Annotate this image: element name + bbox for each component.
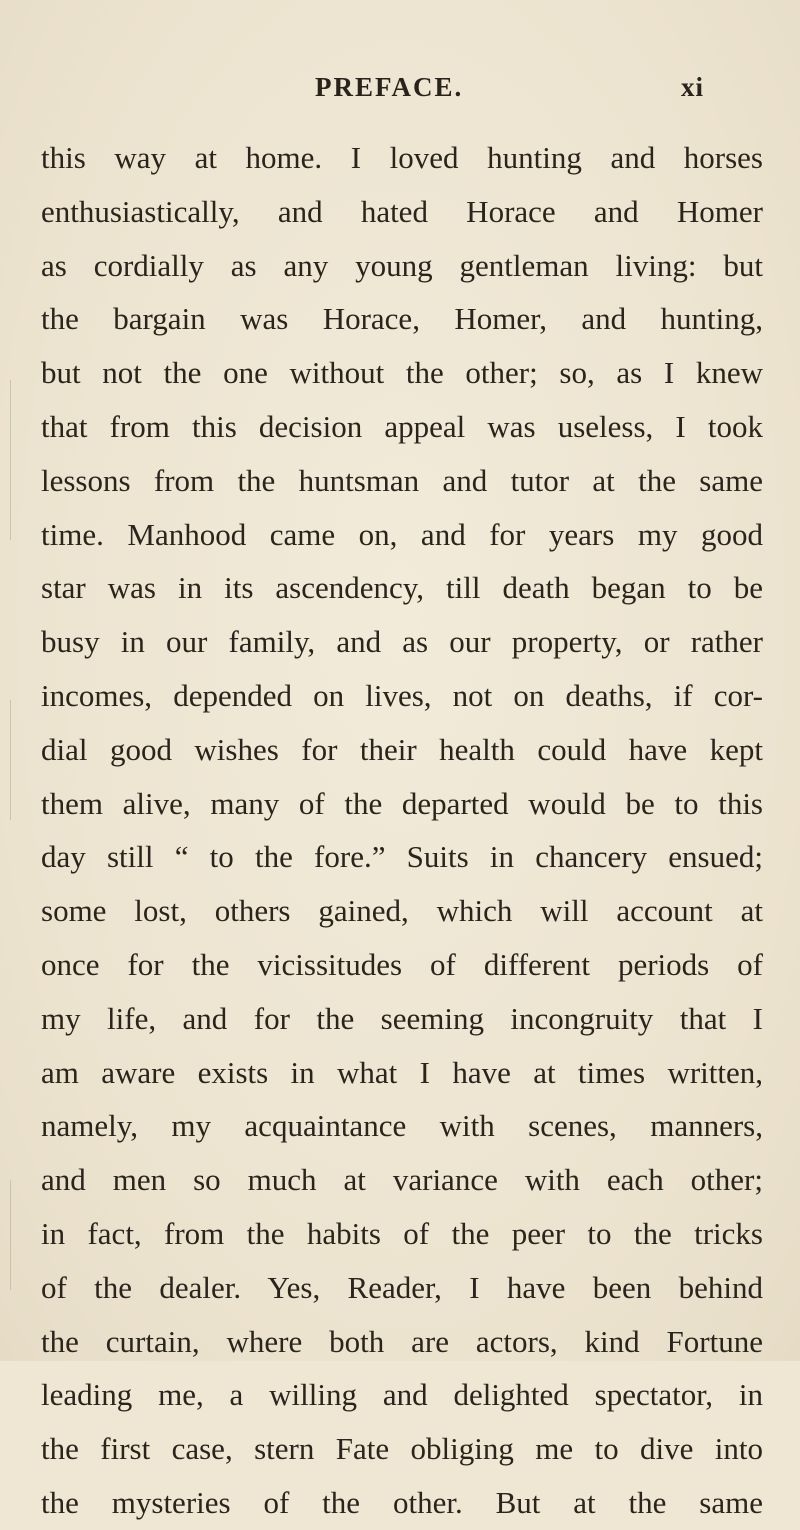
text-line: enthusiastically, and hated Horace and Homer: [41, 193, 763, 229]
text-line: some lost, others gained, which will account at: [41, 893, 763, 929]
text-line: the first case, stern Fate obliging me to dive into: [41, 1431, 763, 1467]
page-number: xi: [681, 72, 705, 102]
text-line: the mysteries of the other. But at the same: [41, 1484, 763, 1520]
text-line: busy in our family, and as our property, or rather: [41, 624, 763, 660]
text-line: as cordially as any young gentleman living: but: [41, 247, 763, 283]
text-line: leading me, a willing and delighted spectator, in: [41, 1377, 763, 1413]
text-line: time. Manhood came on, and for years my good: [41, 516, 763, 552]
text-line: incomes, depended on lives, not on deaths, if cor-: [41, 677, 763, 713]
text-line: dial good wishes for their health could have kept: [41, 731, 763, 767]
text-line: the bargain was Horace, Homer, and hunting,: [41, 301, 763, 337]
text-line: and men so much at variance with each other;: [41, 1162, 763, 1198]
text-line: them alive, many of the departed would be to this: [41, 785, 763, 821]
page-edge-mark: [10, 1180, 11, 1290]
text-line: the curtain, where both are actors, kind Fortune: [41, 1323, 763, 1359]
text-line: of the dealer. Yes, Reader, I have been behind: [41, 1269, 763, 1305]
text-line: day still “ to the fore.” Suits in chancery ensued;: [41, 839, 763, 875]
text-line: that from this decision appeal was useless, I took: [41, 408, 763, 444]
text-line: but not the one without the other; so, as I knew: [41, 355, 763, 391]
running-head-title: PREFACE.: [315, 72, 464, 102]
text-line: my life, and for the seeming incongruity that I: [41, 1000, 763, 1036]
running-head: [0, 72, 800, 112]
text-line: star was in its ascendency, till death began to be: [41, 570, 763, 606]
text-line: this way at home. I loved hunting and horses: [41, 140, 763, 175]
text-line: am aware exists in what I have at times written,: [41, 1054, 763, 1090]
body-text: [41, 131, 763, 1530]
text-line: once for the vicissitudes of different periods of: [41, 946, 763, 982]
text-line: lessons from the huntsman and tutor at the same: [41, 462, 763, 498]
text-line: namely, my acquaintance with scenes, manners,: [41, 1108, 763, 1144]
page-edge-mark: [10, 380, 11, 540]
page-edge-mark: [10, 700, 11, 820]
text-line: in fact, from the habits of the peer to the tricks: [41, 1215, 763, 1251]
